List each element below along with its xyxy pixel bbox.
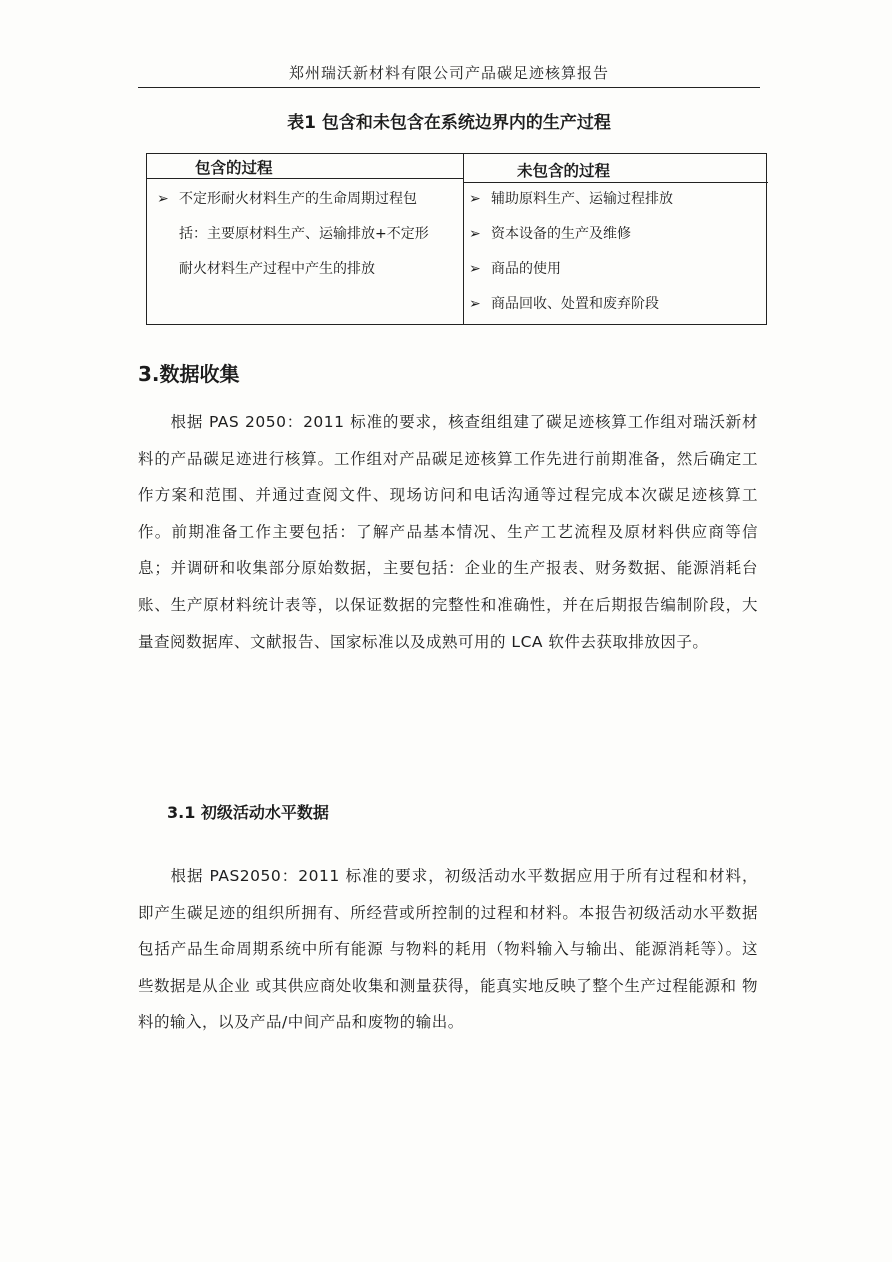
excluded-header: 未包含的过程 (517, 162, 611, 180)
subsection-paragraph: 根据 PAS2050：2011 标准的要求，初级活动水平数据应用于所有过程和材料，即产生碳足迹的组织所拥有、所经营或所控制的过程和材料。本报告初级活动水平数据包括产品生命周期系统中所有能源 与物料的耗用（物料输入与输出、能源消耗等）。这些数据是从企业 或其供应商处收集和测量获得，能真实地反映了整个生产过程能源和 物料的输入，以及产品/中间产品和废物的输出。 (138, 867, 758, 1032)
excluded-item (469, 287, 659, 322)
excluded-item (469, 217, 631, 252)
section-title: 3.数据收集 (138, 362, 240, 386)
column-divider (463, 154, 464, 324)
arrow-bullet-icon: ➢ (469, 226, 481, 242)
included-line: 耐火材料生产过程中产生的排放 (179, 261, 375, 277)
excluded-item-label: 辅助原料生产、运输过程排放 (491, 191, 673, 207)
arrow-bullet-icon: ➢ (469, 261, 481, 277)
subsection-title: 3.1 初级活动水平数据 (167, 803, 329, 822)
excluded-item-label: 商品回收、处置和废弃阶段 (491, 296, 659, 312)
page-header: 郑州瑞沃新材料有限公司产品碳足迹核算报告 (288, 64, 609, 82)
header-rule-left (147, 178, 463, 179)
boundary-table (146, 153, 767, 325)
included-header: 包含的过程 (195, 159, 273, 177)
header-rule (138, 87, 760, 88)
included-item (157, 182, 417, 217)
included-line: 括：主要原材料生产、运输排放+不定形 (179, 226, 429, 242)
excluded-item (469, 182, 673, 217)
included-line: 不定形耐火材料生产的生命周期过程包 (179, 191, 417, 207)
excluded-item-label: 商品的使用 (491, 261, 561, 277)
excluded-item-label: 资本设备的生产及维修 (491, 226, 631, 242)
excluded-item (469, 252, 561, 287)
section-paragraph: 根据 PAS 2050：2011 标准的要求，核查组组建了碳足迹核算工作组对瑞沃新材料的产品碳足迹进行核算。工作组对产品碳足迹核算工作先进行前期准备，然后确定工作方案和范围、并通过查阅文件、现场访问和电话沟通等过程完成本次碳足迹核算工作。前期准备工作主要包括：了解产品基本情况、生产工艺流程及原材料供应商等信息；并调研和收集部分原始数据，主要包括：企业的生产报表、财务数据、能源消耗台账、生产原材料统计表等，以保证数据的完整性和准确性，并在后期报告编制阶段，大量查阅数据库、文献报告、国家标准以及成熟可用的 LCA 软件去获取排放因子。 (138, 413, 758, 651)
arrow-bullet-icon: ➢ (469, 296, 481, 312)
table-caption: 表1 包含和未包含在系统边界内的生产过程 (287, 113, 611, 133)
arrow-bullet-icon: ➢ (469, 191, 481, 207)
arrow-bullet-icon: ➢ (157, 191, 169, 207)
